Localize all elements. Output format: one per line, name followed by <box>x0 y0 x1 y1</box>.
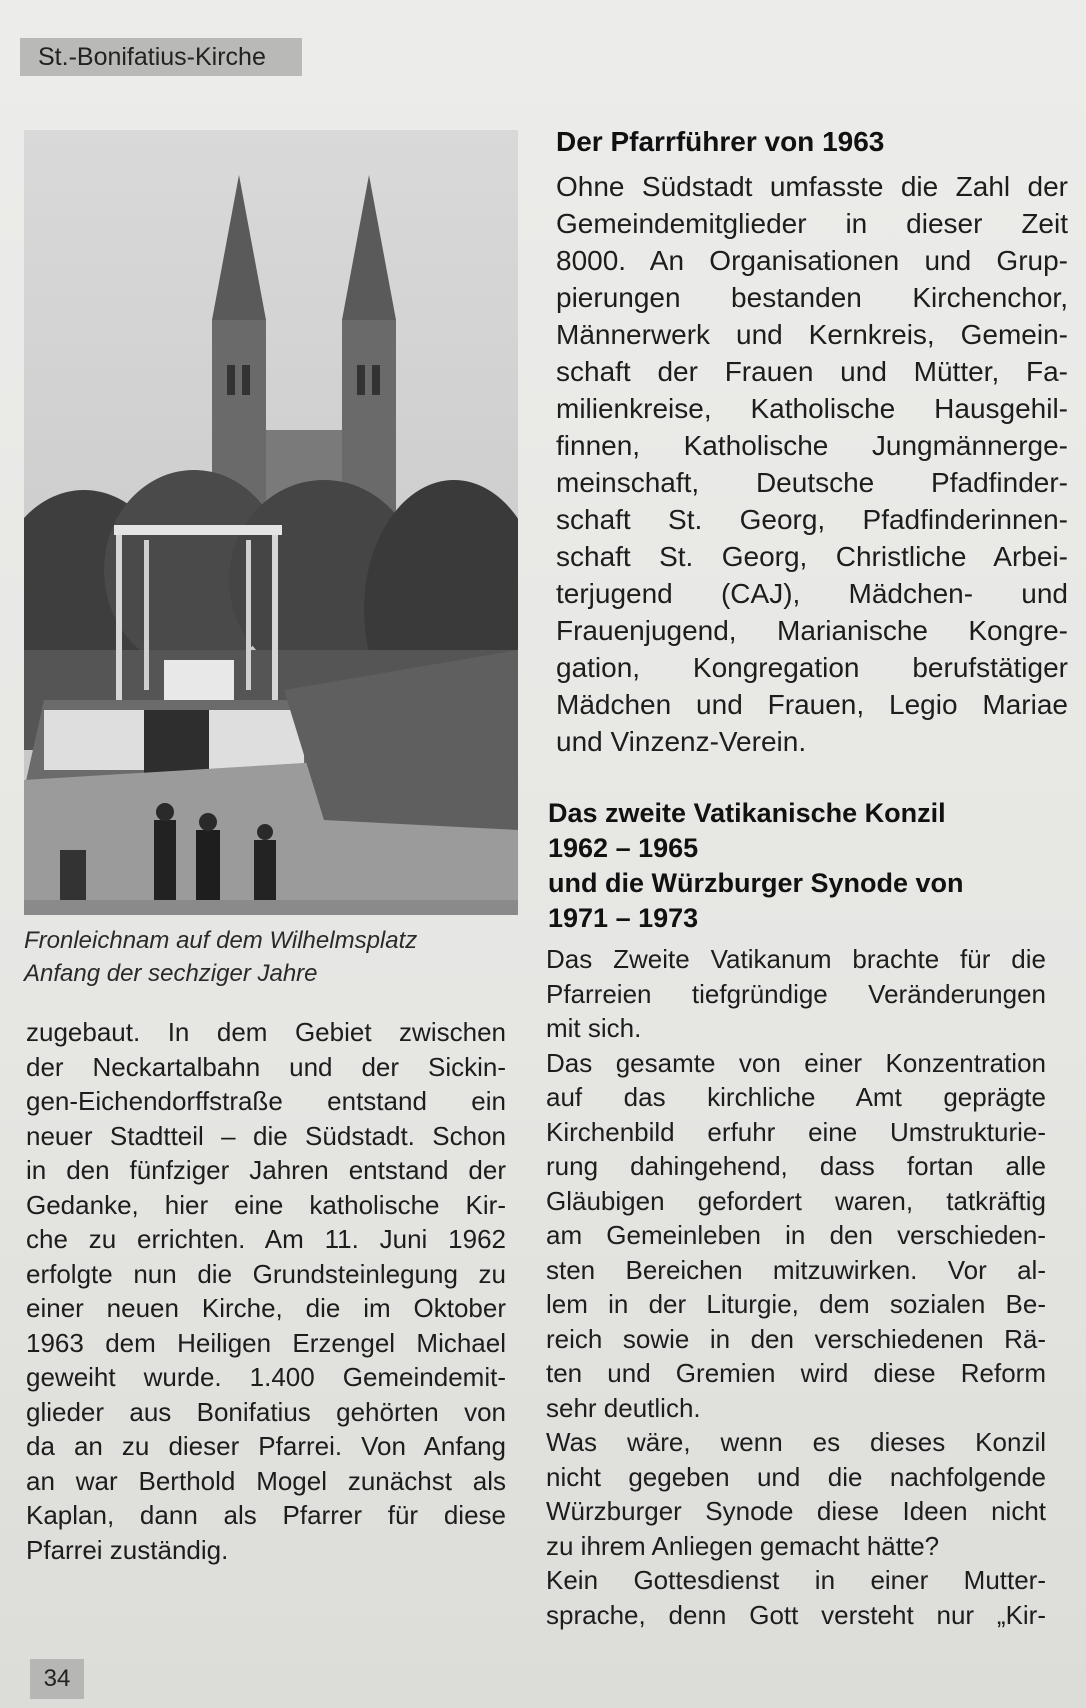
text-line: terjugend (CAJ), Mädchen- und <box>556 578 1068 609</box>
heading-line: 1962 – 1965 <box>548 833 699 863</box>
text-line: nicht gegeben und die nachfolgende <box>546 1461 1046 1492</box>
section2-body <box>546 942 1046 1632</box>
text-line: Was wäre, wenn es dieses Konzil <box>546 1427 1046 1457</box>
text-line: Männerwerk und Kernkreis, Gemein- <box>556 319 1068 350</box>
text-line: rung dahingehend, dass fortan alle <box>546 1151 1046 1181</box>
text-line: zugebaut. In dem Gebiet zwischen <box>26 1017 506 1047</box>
text-line: schaft der Frauen und Mütter, Fa- <box>556 356 1068 387</box>
text-line: Kaplan, dann als Pfarrer für diese <box>26 1500 506 1530</box>
text-line: Ohne Südstadt umfasste die Zahl der <box>556 171 1068 202</box>
heading-line: Das zweite Vatikanische Konzil <box>548 798 946 828</box>
text-line: gation, Kongregation berufstätiger <box>556 652 1068 683</box>
text-line: der Neckartalbahn und der Sickin- <box>26 1051 506 1082</box>
text-line: lem in der Liturgie, dem sozialen Be- <box>546 1289 1046 1319</box>
section-tab: St.-Bonifatius-Kirche <box>20 38 302 76</box>
text-line: Pfarrei zuständig. <box>26 1534 229 1565</box>
text-line: sprache, denn Gott versteht nur „Kir- <box>546 1599 1046 1630</box>
section2-heading <box>548 796 964 936</box>
text-line: und Vinzenz-Verein. <box>556 726 807 757</box>
text-line: einer neuen Kirche, die im Oktober <box>26 1293 506 1323</box>
church-photo <box>24 130 518 915</box>
photo-caption <box>24 924 524 990</box>
text-line: schaft St. Georg, Christliche Arbei- <box>556 541 1068 572</box>
caption-line: Anfang der sechziger Jahre <box>24 960 318 987</box>
text-line: mit sich. <box>546 1013 642 1043</box>
heading-line: und die Würzburger Synode von <box>548 868 964 898</box>
text-line: ten und Gremien wird diese Reform <box>546 1358 1046 1388</box>
text-line: glieder aus Bonifatius gehörten von <box>26 1396 506 1427</box>
text-line: schaft St. Georg, Pfadfinderinnen- <box>556 504 1068 535</box>
text-line: Gläubigen gefordert waren, tatkräftig <box>546 1185 1046 1216</box>
text-line: Das gesamte von einer Konzentration <box>546 1047 1046 1078</box>
text-line: finnen, Katholische Jungmännerge- <box>556 430 1068 461</box>
text-line: sten Bereichen mitzuwirken. Vor al- <box>546 1254 1046 1285</box>
text-line: reich sowie in den verschiedenen Rä- <box>546 1323 1046 1354</box>
text-line: in den fünfziger Jahren entstand der <box>26 1155 506 1185</box>
text-line: erfolgte nun die Grundsteinlegung zu <box>26 1258 506 1289</box>
section1-heading: Der Pfarrführer von 1963 <box>556 126 885 157</box>
text-line: meinschaft, Deutsche Pfadfinder- <box>556 467 1068 498</box>
text-line: da an zu dieser Pfarrei. Von Anfang <box>26 1431 506 1461</box>
text-line: 1963 dem Heiligen Erzengel Michael <box>26 1327 506 1358</box>
text-line: 8000. An Organisationen und Grup- <box>556 245 1068 276</box>
text-line: Das Zweite Vatikanum brachte für die <box>546 944 1046 974</box>
text-line: pierungen bestanden Kirchenchor, <box>556 282 1068 313</box>
text-line: neuer Stadtteil – die Südstadt. Schon <box>26 1120 506 1151</box>
text-line: Kein Gottesdienst in einer Mutter- <box>546 1565 1046 1595</box>
text-line: geweiht wurde. 1.400 Gemeindemit- <box>26 1362 506 1392</box>
church-photo-illustration <box>24 130 518 915</box>
text-line: Würzburger Synode diese Ideen nicht <box>546 1496 1046 1526</box>
text-line: an war Berthold Mogel zunächst als <box>26 1465 506 1496</box>
text-line: Kirchenbild erfuhr eine Umstrukturie- <box>546 1116 1046 1147</box>
caption-line: Fronleichnam auf dem Wilhelmsplatz <box>24 927 418 954</box>
page-number: 34 <box>30 1659 84 1699</box>
section1-body <box>556 168 1068 760</box>
left-column-text <box>26 1015 506 1567</box>
text-line: auf das kirchliche Amt geprägte <box>546 1082 1046 1112</box>
text-line: Pfarreien tiefgründige Veränderungen <box>546 978 1046 1009</box>
text-line: Mädchen und Frauen, Legio Mariae <box>556 689 1068 720</box>
text-line: Gemeindemitglieder in dieser Zeit <box>556 208 1068 239</box>
text-line: Gedanke, hier eine katholische Kir- <box>26 1189 506 1220</box>
text-line: am Gemeinleben in den verschieden- <box>546 1220 1046 1250</box>
text-line: zu ihrem Anliegen gemacht hätte? <box>546 1530 940 1561</box>
heading-line: 1971 – 1973 <box>548 903 699 933</box>
text-line: Frauenjugend, Marianische Kongre- <box>556 615 1068 646</box>
text-line: gen-Eichendorffstraße entstand ein <box>26 1086 506 1116</box>
text-line: sehr deutlich. <box>546 1392 701 1423</box>
text-line: che zu errichten. Am 11. Juni 1962 <box>26 1224 506 1254</box>
text-line: milienkreise, Katholische Hausgehil- <box>556 393 1068 424</box>
